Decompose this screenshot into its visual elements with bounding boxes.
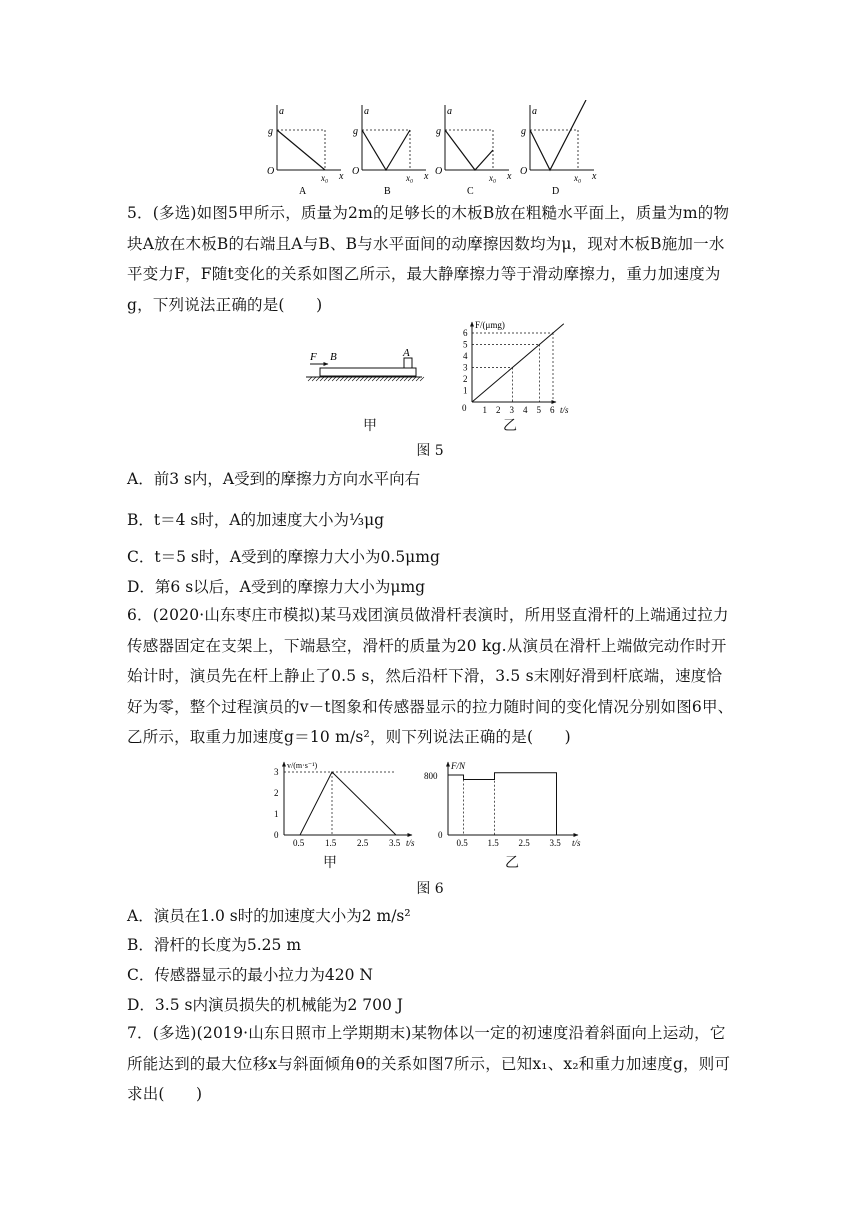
panel-x0-label: x₀ — [574, 173, 582, 183]
q6-option-b: B．滑杆的长度为5.25 m — [127, 936, 302, 954]
x-tick-label: 1 — [482, 405, 487, 415]
hatch-line — [388, 377, 392, 381]
hatch-line — [368, 377, 372, 381]
panel-x0-label: x₀ — [489, 173, 497, 183]
x-tick-label: 0.5 — [456, 838, 468, 848]
fig6-caption: 图 6 — [416, 881, 444, 897]
series-line — [284, 772, 396, 835]
y-tick-label: 3 — [463, 362, 468, 373]
panel-x0-label: x₀ — [406, 173, 414, 183]
fig6-yi-label: 乙 — [505, 855, 519, 871]
hatch-line — [384, 377, 388, 381]
question-6-text: 6．(2020·山东枣庄市模拟)某马戏团演员做滑杆表演时，所用竖直滑杆的上端通过拉力传感器固定在支架上，下端悬空，滑杆的质量为20 kg.从演员在滑杆上端做完动作时开始计时，演员先在杆上静止了0.5 s，然后沿杆下滑，3.5 s末刚好滑到杆底端，速度恰好为零，整个过程演员的v－t图象和传感器显示的拉力随时间的变化情况分别如图6甲、乙所示，取重力加速度g＝10 m/s²，则下列说法正确的是( ) — [127, 606, 734, 746]
hatch-line — [372, 377, 376, 381]
panel-y-label: a — [279, 106, 284, 117]
panel-x-label: x — [339, 171, 344, 182]
hatch-line — [316, 377, 320, 381]
fig5-yi-label: 乙 — [503, 418, 517, 434]
hatch-line — [332, 377, 336, 381]
y-tick-label: 800 — [424, 771, 438, 781]
x-tick-label: 5 — [536, 405, 541, 415]
x-tick-label: 0.5 — [293, 838, 305, 848]
x-tick-label: 3 — [509, 405, 514, 415]
panel-y-label: a — [532, 106, 537, 117]
x-tick-label: 2.5 — [518, 838, 530, 848]
origin-label: 0 — [462, 403, 467, 413]
hatch-line — [404, 377, 408, 381]
hatch-line — [336, 377, 340, 381]
x-tick-label: 3.5 — [549, 838, 561, 848]
panel-option-label: B — [384, 186, 391, 197]
q5-option-b: B．t＝4 s时，A的加速度大小为⅓μg — [127, 511, 385, 529]
fig5-jia-B: B — [330, 351, 337, 363]
panel-origin-label: O — [520, 166, 528, 177]
hatch-line — [344, 377, 348, 381]
ground-hatch — [308, 377, 424, 381]
panel-curve — [445, 130, 493, 170]
panel-g-label: g — [268, 126, 273, 137]
panel-y-label: a — [447, 106, 452, 117]
x-tick-label: 2.5 — [357, 838, 369, 848]
y-axis-label: v/(m·s⁻¹) — [287, 761, 318, 770]
origin-label: 0 — [274, 830, 279, 840]
fig5-yi-chart — [448, 314, 588, 424]
panel-curve — [362, 130, 410, 170]
hatch-line — [400, 377, 404, 381]
x-tick-label: 1.5 — [325, 838, 337, 848]
panel-g-label: g — [353, 126, 358, 137]
x-tick-label: 4 — [523, 405, 528, 415]
hatch-line — [376, 377, 380, 381]
x-tick-label: 3.5 — [389, 838, 401, 848]
q6-option-a: A．演员在1.0 s时的加速度大小为2 m/s² — [127, 907, 411, 925]
hatch-line — [392, 377, 396, 381]
hatch-line — [396, 377, 400, 381]
hatch-line — [312, 377, 316, 381]
hatch-line — [348, 377, 352, 381]
x-tick-label: 1.5 — [487, 838, 499, 848]
hatch-line — [352, 377, 356, 381]
hatch-line — [356, 377, 360, 381]
hatch-line — [328, 377, 332, 381]
q6-option-c: C．传感器显示的最小拉力为420 N — [127, 966, 373, 984]
hatch-line — [380, 377, 384, 381]
fig5-jia-A: A — [403, 347, 410, 359]
q6-option-d: D．3.5 s内演员损失的机械能为2 700 J — [127, 996, 403, 1014]
block-a — [404, 358, 412, 368]
hatch-line — [364, 377, 368, 381]
x-axis-label: t/s — [406, 838, 415, 848]
y-tick-label: 3 — [274, 767, 279, 777]
panel-option-label: C — [467, 186, 474, 197]
q5-option-c: C．t＝5 s时，A受到的摩擦力大小为0.5μmg — [127, 548, 440, 566]
fig6-jia-label: 甲 — [323, 855, 337, 871]
y-tick-label: 1 — [463, 385, 468, 396]
panel-g-label: g — [436, 126, 441, 137]
hatch-line — [320, 377, 324, 381]
q5-option-d: D．第6 s以后，A受到的摩擦力大小为μmg — [127, 578, 426, 596]
y-tick-label: 1 — [274, 809, 279, 819]
series-line — [472, 324, 564, 402]
y-axis-label: F/(μmg) — [475, 320, 505, 330]
fig5-caption: 图 5 — [416, 443, 444, 459]
panel-x-label: x — [592, 171, 597, 182]
panel-option-label: A — [299, 186, 307, 197]
series-line — [448, 773, 557, 835]
hatch-line — [308, 377, 312, 381]
hatch-line — [360, 377, 364, 381]
hatch-line — [420, 377, 424, 381]
panel-A — [267, 105, 344, 197]
panel-option-label: D — [552, 186, 560, 197]
y-axis-label: F/N — [451, 761, 466, 771]
x-tick-label: 2 — [496, 405, 501, 415]
hatch-line — [340, 377, 344, 381]
panel-B — [352, 105, 429, 197]
panel-origin-label: O — [352, 166, 360, 177]
hatch-line — [416, 377, 420, 381]
board-b — [320, 368, 416, 376]
x-tick-label: 6 — [550, 405, 555, 415]
q5-option-a: A．前3 s内，A受到的摩擦力方向水平向右 — [127, 470, 421, 488]
hatch-line — [408, 377, 412, 381]
fig5-jia-label: 甲 — [363, 418, 377, 434]
y-tick-label: 2 — [274, 788, 279, 798]
panel-g-label: g — [521, 126, 526, 137]
panel-x-label: x — [424, 171, 429, 182]
panel-origin-label: O — [267, 166, 275, 177]
fig5-jia-F: F — [310, 351, 317, 363]
panel-y-label: a — [364, 106, 369, 117]
y-tick-label: 5 — [463, 339, 468, 350]
panel-D — [520, 100, 597, 197]
y-tick-label: 4 — [463, 351, 468, 361]
y-tick-label: 6 — [463, 328, 468, 338]
x-axis-label: t/s — [560, 405, 569, 415]
y-tick-label: 2 — [463, 374, 468, 384]
panel-x0-label: x₀ — [321, 173, 329, 183]
panel-x-label: x — [507, 171, 512, 182]
hatch-line — [324, 377, 328, 381]
origin-label: 0 — [438, 830, 443, 840]
hatch-line — [412, 377, 416, 381]
question-5-text: 5．(多选)如图5甲所示，质量为2m的足够长的木板B放在粗糙水平面上，质量为m的物块A放在木板B的右端且A与B、B与水平面间的动摩擦因数均为μ，现对木板B施加一水平变力F，F随t变化的关系如图乙所示，最大静摩擦力等于滑动摩擦力，重力加速度为g，下列说法正确的是( ) — [127, 204, 730, 314]
question-7-text: 7．(多选)(2019·山东日照市上学期期末)某物体以一定的初速度沿着斜面向上运动，它所能达到的最大位移x与斜面倾角θ的关系如图7所示，已知x₁、x₂和重力加速度g，则可求出( ) — [127, 1024, 731, 1103]
fig5-jia — [300, 340, 450, 400]
panel-origin-label: O — [435, 166, 443, 177]
panel-C — [435, 105, 512, 197]
fig6-jia-chart — [262, 758, 422, 858]
fig6-yi-chart — [420, 758, 590, 858]
x-axis-label: t/s — [572, 838, 581, 848]
panel-curve — [277, 130, 325, 170]
